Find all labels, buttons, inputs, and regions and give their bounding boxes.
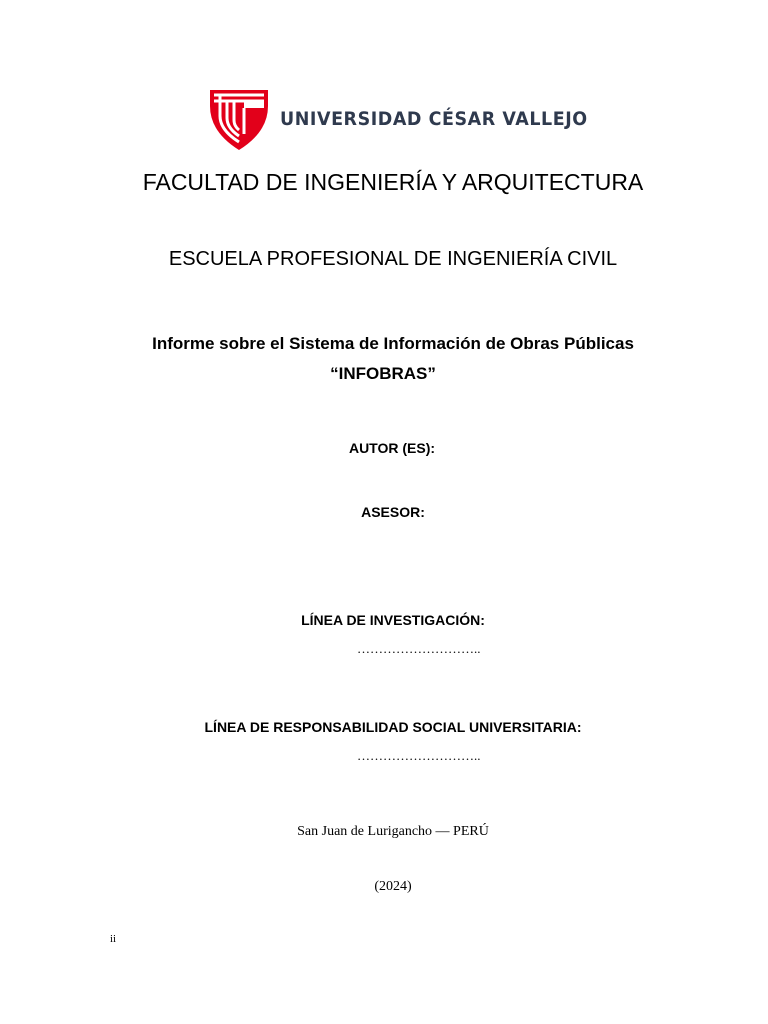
location-text: San Juan de Lurigancho — PERÚ xyxy=(297,824,489,839)
university-name: UNIVERSIDAD CÉSAR VALLEJO xyxy=(280,107,588,130)
university-shield-icon xyxy=(208,86,270,152)
university-logo xyxy=(208,86,588,152)
page-number: ii xyxy=(110,933,117,945)
social-responsibility-value: ……………………….. xyxy=(357,748,481,763)
report-title: Informe sobre el Sistema de Información de Obras Públicas xyxy=(152,334,634,353)
research-line-label: LÍNEA DE INVESTIGACIÓN: xyxy=(301,612,485,628)
social-responsibility-label: LÍNEA DE RESPONSABILIDAD SOCIAL UNIVERSITARIA: xyxy=(204,719,582,735)
year-text: (2024) xyxy=(374,879,412,894)
faculty-heading: FACULTAD DE INGENIERÍA Y ARQUITECTURA xyxy=(142,169,644,195)
author-label: AUTOR (ES): xyxy=(348,440,436,456)
advisor-label: ASESOR: xyxy=(361,504,425,520)
school-heading: ESCUELA PROFESIONAL DE INGENIERÍA CIVIL xyxy=(168,248,618,270)
research-line-value: ……………………….. xyxy=(357,641,481,656)
report-subtitle: “INFOBRAS” xyxy=(330,364,436,383)
